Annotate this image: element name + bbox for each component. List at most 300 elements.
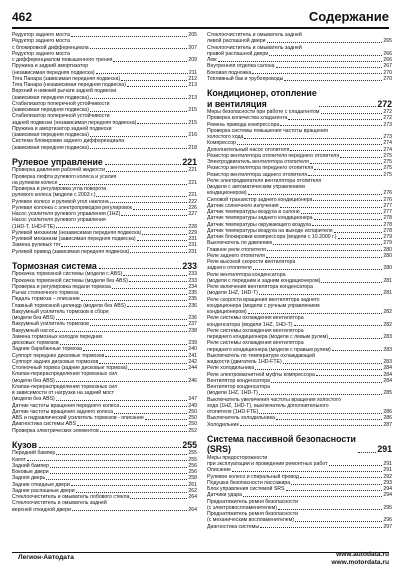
dot-leader (50, 473, 188, 474)
dot-leader (273, 244, 382, 245)
dot-leader (96, 73, 188, 74)
entry-title: (зависимая передняя подвеска) (12, 94, 89, 101)
page-ref: 272 (383, 109, 392, 115)
entry-title: Дополнительный насос отопителя (207, 146, 290, 153)
entry-title: жидкости (двигатель 1HD-FTE) (207, 359, 282, 365)
dot-leader (56, 400, 188, 401)
page-ref: 256 (188, 469, 197, 475)
entry-title: Резистор вентилятора переднего отопителя (207, 165, 314, 172)
dot-leader (260, 527, 382, 528)
entry-title: Компрессор (207, 140, 237, 147)
entry-title: в зависимости от нагрузки на задний мост (12, 390, 115, 396)
dot-leader (142, 234, 187, 235)
page-ref: 258 (188, 475, 197, 482)
dot-leader (329, 465, 383, 466)
entry-title: Стеклоочиститель и омыватель задней (12, 500, 107, 507)
page-ref: 280 (383, 252, 392, 259)
entry-title: Реле включения вентилятора конденсатора (207, 284, 313, 290)
toc-entry (12, 145, 197, 151)
entry-title: Проверка давления рабочей жидкости (12, 167, 106, 174)
entry-title: Датчик температуры воздуха на выходе испарителя (207, 227, 333, 234)
dot-leader (321, 113, 383, 114)
entry-title: Выключатель холодильника (207, 415, 275, 422)
page-ref: 218 (188, 144, 197, 151)
footer-url-autodata: www.autodata.ru (336, 551, 389, 558)
dot-leader (319, 106, 377, 107)
page-ref: 273 (383, 134, 392, 140)
page-ref: 237 (188, 321, 197, 328)
entry-title: Подушка безопасности пассажира (207, 479, 291, 486)
entry-title: Педаль тормоза – описание (12, 296, 80, 303)
entry-title: Блок управления системой SRS (207, 486, 285, 492)
dot-leader (259, 294, 382, 295)
dot-leader (269, 55, 382, 56)
toc-section-heading (12, 157, 197, 168)
page-ref: 291 (377, 444, 392, 455)
dot-leader (56, 381, 188, 382)
toc-left-column (12, 32, 197, 513)
page-ref: 297 (383, 523, 392, 530)
dot-leader (276, 419, 383, 420)
dot-leader (280, 125, 382, 126)
entry-title: Резистор вентилятора отопителя переднего отопителя (207, 152, 340, 159)
dot-leader (90, 48, 188, 49)
page-ref: 284 (383, 377, 392, 384)
page-ref: 205 (188, 32, 197, 38)
page-ref: 222 (188, 198, 197, 205)
page-ref: 282 (383, 321, 392, 328)
dot-leader (127, 86, 187, 87)
page-ref: 226 (188, 204, 197, 211)
page-ref: 234 (188, 283, 197, 290)
entry-title: Стеклоочиститель и омыватель задней (207, 32, 302, 38)
dot-leader (340, 157, 382, 158)
dot-leader (145, 419, 187, 420)
dot-leader (137, 240, 188, 241)
entry-title: Стабилизатор поперечной устойчивости (12, 100, 110, 107)
page-ref: 247 (188, 396, 197, 403)
entry-title: Главное реле отопителя (207, 246, 266, 253)
page-ref: 286 (383, 409, 392, 415)
dot-leader (105, 356, 187, 357)
page-ref: 252 (188, 427, 197, 434)
dot-leader (329, 338, 382, 339)
page-ref: 278 (383, 221, 392, 228)
entry-title: Суппорт задних дисковых тормозов (12, 358, 99, 365)
page-ref: 221 (188, 167, 197, 174)
page-ref: 283 (383, 334, 392, 340)
dot-leader (232, 471, 382, 472)
entry-title: Выключатель увеличения частоты вращения холостого (207, 396, 341, 403)
page-ref: 233 (188, 271, 197, 278)
entry-title: Передний бампер (12, 450, 56, 457)
dot-leader (100, 431, 188, 432)
page-ref: 291 (383, 461, 392, 467)
dot-leader (334, 232, 383, 233)
page-ref: 282 (383, 309, 392, 315)
page-ref: 235 (188, 296, 197, 303)
entry-title: Задние барабанные тормоза (12, 346, 82, 353)
page-ref: 284 (383, 371, 392, 378)
entry-title: Реле электромагнитной муфты компрессора (207, 371, 315, 378)
entry-title: Рычаг стояночного тормоза (12, 290, 79, 296)
toc-right-column (207, 32, 392, 530)
dot-leader (308, 175, 382, 176)
page-ref: 293 (383, 479, 392, 486)
page-ref: 281 (383, 290, 392, 297)
entry-title: Датчик температуры окружающего воздуха (207, 221, 312, 228)
dot-leader (46, 479, 187, 480)
dot-leader (253, 269, 383, 270)
page-ref: 287 (383, 421, 392, 428)
entry-title: Ремень привода компрессора (207, 121, 280, 128)
toc-entry (12, 249, 197, 255)
dot-leader (248, 194, 383, 195)
entry-title: с дифференциалом повышенного трения (12, 57, 113, 63)
entry-title: (модели без ABS) (12, 377, 55, 384)
page-ref: 211 (188, 69, 197, 76)
entry-title: кондиционера (модели с ручным управлением (207, 302, 320, 309)
page-ref: 213 (188, 82, 197, 88)
entry-title: Реле системы охлаждения вентилятора (207, 315, 304, 322)
dot-leader (121, 215, 187, 216)
entry-title: ABS и гидравлический усилитель тормозов - описание (12, 415, 144, 421)
dot-leader (90, 98, 187, 99)
entry-title: Описание (207, 467, 231, 474)
entry-title: Проверка электрических элементов (12, 427, 99, 434)
dot-leader (290, 150, 382, 151)
entry-title: Датчики удара (207, 492, 242, 499)
entry-title: Рулевое колесо и рулевой угол наклона (12, 198, 109, 205)
dot-leader (127, 306, 187, 307)
page-ref: 215 (188, 119, 197, 126)
entry-title: хода (1HZ, 1HD-T), выключатель дополнительного (207, 402, 329, 409)
entry-title: Резистор вентилятора заднего отопителя (207, 171, 308, 178)
page-ref: 280 (383, 246, 392, 253)
dot-leader (130, 498, 187, 499)
entry-title: Рулевая колонка с электроприводом регулировок (12, 204, 132, 211)
dot-leader (280, 207, 383, 208)
dot-leader (252, 73, 382, 74)
dot-leader (123, 275, 187, 276)
entry-title: Меры безопасности при работе с хладагентом (207, 109, 320, 115)
dot-leader (110, 202, 188, 203)
page-ref: 233 (188, 277, 197, 284)
dot-leader (90, 325, 187, 326)
entry-title: Силовой транзистор заднего кондиционера (207, 196, 313, 203)
entry-title: Рулевой механизм (независимая передняя подвеска) (12, 229, 142, 236)
dot-leader (295, 521, 382, 522)
entry-title: Капот (12, 456, 26, 463)
entry-title: Насос усилителя рулевого управления (12, 217, 106, 224)
entry-title: Топливный бак и трубопроводы (207, 75, 284, 82)
dot-leader (59, 184, 188, 185)
entry-title: Стеклоочиститель и омыватель лобового стекла (12, 494, 130, 500)
dot-leader (60, 344, 188, 345)
section-title: Кондиционер, отопление и вентиляция (207, 88, 317, 109)
entry-title: Диагностика системы ABS (12, 421, 76, 428)
section-title: Система пассивной безопасности (SRS) (207, 433, 356, 455)
entry-title: (независимая передняя подвеска) (12, 69, 95, 76)
footer-publisher: Легион-Автодата (18, 554, 74, 561)
entry-title: Выключатель по давлению (207, 240, 273, 247)
section-title: Тормозная система (12, 260, 97, 271)
page-ref: 267 (383, 63, 392, 70)
entry-title: Люк (207, 57, 217, 63)
page-ref: 272 (377, 98, 392, 109)
dot-leader (316, 375, 382, 376)
entry-title: (зависимая передняя подвеска) (12, 144, 89, 151)
dot-leader (77, 425, 187, 426)
entry-title: Рулевое колесо и спиральный провод (207, 473, 299, 480)
page-ref: 231 (188, 248, 197, 255)
page-ref: 221 (188, 192, 197, 199)
page-ref: 275 (383, 171, 392, 178)
toc-entry (12, 428, 197, 434)
entry-title: Датчик температуры заднего кондиционера (207, 215, 313, 222)
entry-title: (модели 1HZ, 1HD-T) (207, 390, 258, 397)
entry-title: Проверка и регулировка педали тормоза (12, 283, 111, 290)
section-title: Кузов (12, 439, 38, 450)
page-ref: 272 (383, 115, 392, 122)
dot-leader (294, 325, 383, 326)
entry-title: Тяга Панара (независимая передняя подвеска) (12, 82, 126, 88)
entry-title: (модели без ABS) (12, 315, 55, 321)
dot-leader (71, 485, 188, 486)
entry-title: Стояночный тормоз (задние дисковые тормоза) (12, 365, 128, 371)
entry-title: Прокачка тормозной системы (модели с ABS) (12, 271, 123, 278)
page-ref: 294 (383, 492, 392, 499)
entry-title: холостого хода (207, 134, 244, 140)
dot-leader (276, 67, 383, 68)
dot-leader (130, 252, 187, 253)
dot-leader (120, 406, 187, 407)
page-ref: 250 (188, 421, 197, 428)
toc-entry (207, 524, 392, 530)
entry-title: Диагностика системы (207, 523, 260, 530)
dot-leader (105, 164, 182, 165)
footer-url-motordata: www.motordata.ru (331, 559, 389, 566)
entry-title: Главный тормозной цилиндр (модели без ABS) (12, 302, 126, 309)
dot-leader (99, 363, 187, 364)
page-ref: 275 (383, 152, 392, 159)
dot-leader (129, 281, 188, 282)
entry-title: Задние распашные двери (12, 487, 75, 494)
entry-title: Клапан-перераспределения тормозных сил (12, 383, 118, 390)
entry-title: (с электровоспламенителем) (207, 504, 278, 511)
dot-leader (259, 413, 382, 414)
entry-title: (1HD-T, 1HD-FTE) (12, 223, 55, 230)
page-ref: 294 (383, 486, 392, 492)
entry-title: на рулевом колесе (12, 179, 58, 186)
entry-title: Боковая подножка (207, 69, 252, 76)
entry-title: правой распашной двери (207, 50, 269, 57)
entry-title: Замена тормозных колодок передних (12, 333, 103, 340)
entry-title: Задняя дверь (12, 475, 46, 482)
entry-title: Рулевой привод (зависимая передняя подвеска) (12, 248, 130, 255)
page-ref: 275 (383, 165, 392, 172)
dot-leader (301, 213, 383, 214)
entry-title: Рулевой механизм (зависимая передняя подвеска) (12, 236, 136, 242)
entry-title: Стеклоочиститель и омыватель задней (207, 44, 302, 51)
dot-leader (244, 138, 382, 139)
dot-leader (96, 196, 187, 197)
entry-title: дисковых тормозов (12, 340, 59, 346)
section-title: Рулевое управление (12, 156, 103, 167)
page-ref: 265 (383, 38, 392, 45)
page-ref: 236 (188, 315, 197, 321)
entry-title: задней подвески (независимая передняя подвеска) (12, 119, 137, 126)
entry-title: Холодильник (207, 421, 239, 428)
page-ref: 284 (383, 365, 392, 372)
page-ref: 244 (188, 365, 197, 371)
entry-title: Меры предосторожности (207, 454, 268, 461)
entry-title: кондиционером) (207, 190, 247, 197)
entry-title: (зависимая передняя подвеска) (12, 107, 89, 113)
page-ref: 262 (188, 487, 197, 494)
page-ref: 213 (188, 94, 197, 101)
page-ref: 242 (188, 358, 197, 365)
entry-title: Клапан-перераспределения тормозных сил (12, 371, 118, 378)
dot-leader (248, 313, 383, 314)
entry-title: Система блокировки заднего дифференциала (12, 138, 125, 145)
page-ref: 221 (182, 156, 197, 167)
entry-title: Вентилятор конденсатора (207, 377, 271, 384)
page-ref: 241 (188, 352, 197, 359)
dot-leader (27, 460, 187, 461)
page-ref: 276 (383, 190, 392, 197)
page-ref: 274 (383, 140, 392, 147)
entry-title: заднего отопителя (207, 265, 252, 272)
dot-leader (90, 136, 187, 137)
dot-leader (284, 80, 382, 81)
page-ref: 255 (182, 439, 197, 450)
dot-leader (267, 42, 383, 43)
dot-leader (358, 452, 376, 453)
page-ref: 227 (188, 211, 197, 217)
page-ref: 250 (188, 415, 197, 421)
entry-title: Реле вентилятора конденсатора (207, 271, 286, 278)
entry-title: Датчик частоты вращения заднего колеса (12, 408, 114, 415)
entry-title: (модели без ABS) (12, 396, 55, 403)
entry-title: Реле заднего отопителя (207, 252, 265, 259)
dot-leader (313, 200, 382, 201)
page-ref: 231 (188, 236, 197, 242)
dot-leader (128, 369, 187, 370)
page-ref: 261 (188, 481, 197, 488)
page-ref: 296 (383, 517, 392, 524)
page-ref: 231 (188, 242, 197, 249)
page-ref: 281 (383, 277, 392, 284)
entry-title: Прокачка тормозной системы (модели без ABS) (12, 277, 128, 284)
entry-title: Выключатель по температуре охлаждающей (207, 352, 316, 359)
entry-title: Преднатяжитель ремня безопасности (207, 498, 299, 505)
entry-title: Пружина и амортизатор задней подвески (12, 125, 112, 132)
dot-leader (243, 496, 382, 497)
page-ref: 246 (188, 377, 197, 384)
entry-title: Замена рулевых тяг (12, 242, 61, 249)
page-ref: 277 (383, 209, 392, 215)
entry-title: (зависимая передняя подвеска) (12, 132, 89, 138)
dot-leader (278, 509, 382, 510)
page-ref: 216 (188, 132, 197, 138)
dot-leader (286, 490, 383, 491)
dot-leader (99, 268, 181, 269)
dot-leader (72, 510, 187, 511)
page-ref: 274 (383, 146, 392, 153)
entry-title: Реле холодильника (207, 365, 255, 372)
entry-title: Проверка количества хладагента (207, 115, 288, 122)
entry-title: Датчик солнечного излучения (207, 202, 279, 209)
dot-leader (106, 171, 187, 172)
page-ref: 292 (383, 473, 392, 480)
page-ref: 279 (383, 234, 392, 240)
page-ref: 229 (188, 229, 197, 236)
entry-title: Проверка системы повышения частоты вращения (207, 127, 328, 134)
entry-title: переднего кондиционера (модели с левым рулем) (207, 334, 329, 340)
page-ref: 221 (188, 179, 197, 186)
page-ref: 266 (383, 50, 392, 57)
dot-leader (266, 257, 382, 258)
entry-title: Проверка люфта рулевого колеса и усилия (12, 173, 117, 180)
dot-leader (312, 225, 382, 226)
dot-leader (56, 227, 187, 228)
page-ref: 256 (188, 462, 197, 469)
dot-leader (338, 238, 383, 239)
dot-leader (300, 477, 382, 478)
dot-leader (218, 61, 383, 62)
entry-title: Датчик блокировки компрессора (модели с 10.2000 г.) (207, 234, 337, 240)
page-ref: 236 (188, 302, 197, 309)
dot-leader (240, 425, 383, 426)
entry-title: при эксплуатации и проведении ремонтных работ (207, 461, 328, 467)
dot-leader (80, 294, 188, 295)
entry-title: Датчик температуры воздуха в салоне (207, 209, 300, 215)
page-ref: 278 (383, 227, 392, 234)
dot-leader (83, 350, 187, 351)
page-ref: 240 (188, 346, 197, 353)
dot-leader (50, 467, 187, 468)
page-ref: 278 (383, 215, 392, 222)
page-ref: 280 (383, 265, 392, 272)
dot-leader (291, 484, 382, 485)
toc-entry (12, 507, 197, 513)
entry-title: (с механическим воспламенителем) (207, 517, 294, 524)
page-ref: 285 (383, 390, 392, 397)
entry-title: Вентилятор конденсатора (207, 384, 271, 390)
entry-title: переднего кондиционера (модели с правым рулем) (207, 346, 331, 353)
page-ref: 264 (188, 506, 197, 513)
header-rule (12, 27, 389, 29)
dot-leader (55, 331, 187, 332)
page-ref: 212 (188, 75, 197, 82)
entry-title: Реле электродвигателя вентилятора отопителя (207, 177, 322, 184)
page-ref: 270 (383, 75, 392, 82)
dot-leader (121, 80, 187, 81)
entry-title: Редуктор заднего моста (12, 38, 70, 45)
page-ref: 228 (188, 223, 197, 230)
page-header (12, 8, 389, 26)
page-ref: 238 (188, 327, 197, 334)
page-ref: 270 (383, 69, 392, 76)
page-ref: 255 (188, 450, 197, 457)
page-ref: 295 (383, 504, 392, 511)
page-ref: 249 (188, 402, 197, 409)
entry-title: (модели с передним и задним кондиционером) (207, 277, 321, 284)
entry-title: Реле системы охлаждения вентилятора (207, 327, 304, 334)
toc-section-heading (12, 440, 197, 451)
entry-title: Датчик частоты вращения переднего колеса (12, 402, 120, 409)
